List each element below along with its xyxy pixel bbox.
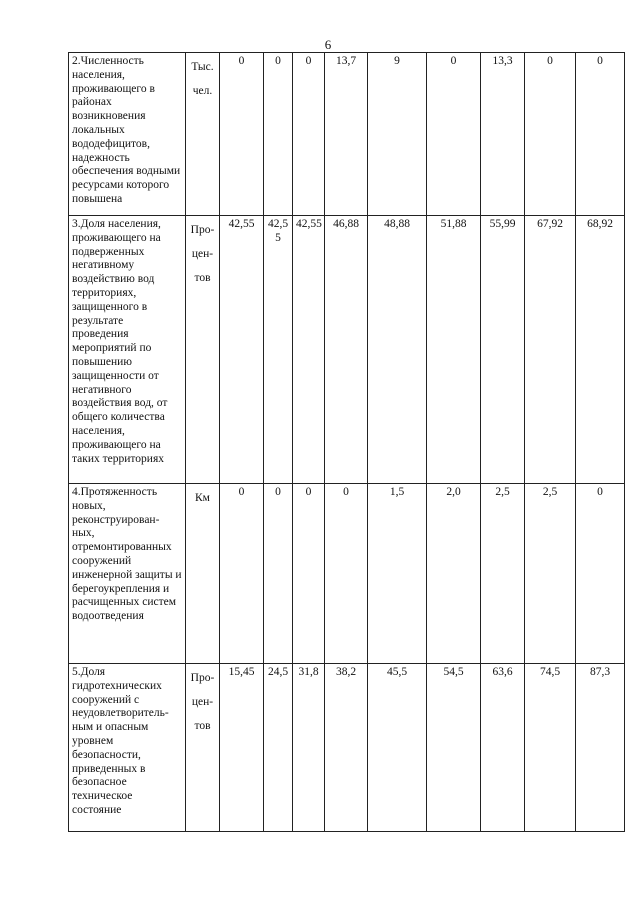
value-cell: 42,55 — [220, 216, 264, 484]
value-cell: 0 — [220, 484, 264, 664]
value-cell: 67,92 — [525, 216, 576, 484]
value-cell: 74,5 — [525, 664, 576, 832]
table-row — [69, 484, 625, 664]
value-cell: 0 — [325, 484, 368, 664]
unit-cell: Тыс. чел. — [186, 53, 220, 216]
indicators-table — [68, 52, 625, 832]
value-cell: 42,55 — [293, 216, 325, 484]
value-cell: 38,2 — [325, 664, 368, 832]
value-cell: 63,6 — [481, 664, 525, 832]
page-number: 6 — [324, 37, 332, 52]
value-cell: 24,5 — [264, 664, 293, 832]
value-cell: 13,3 — [481, 53, 525, 216]
indicator-name: 3.Доля населения, проживающего на подверженных негативному воздействию вод территориях, защищенного в результате проведения мероприятий по повышению защищенности от негативного воздействия вод, от общего количества населения, проживающего на таких территориях — [69, 216, 186, 484]
value-cell: 46,88 — [325, 216, 368, 484]
value-cell: 2,0 — [427, 484, 481, 664]
unit-cell: Км — [186, 484, 220, 664]
value-cell: 9 — [368, 53, 427, 216]
value-cell: 51,88 — [427, 216, 481, 484]
value-cell: 13,7 — [325, 53, 368, 216]
value-cell: 54,5 — [427, 664, 481, 832]
value-cell: 0 — [264, 53, 293, 216]
value-cell: 0 — [576, 484, 625, 664]
value-cell: 0 — [576, 53, 625, 216]
value-cell: 0 — [525, 53, 576, 216]
table-row — [69, 216, 625, 484]
indicator-name: 5.Доля гидротехнических сооружений с неудовлетворитель- ным и опасным уровнем безопасности, приведенных в безопасное техническое состояние — [69, 664, 186, 832]
value-cell: 0 — [427, 53, 481, 216]
value-cell: 0 — [220, 53, 264, 216]
unit-cell: Про- цен- тов — [186, 216, 220, 484]
value-cell: 48,88 — [368, 216, 427, 484]
value-cell: 45,5 — [368, 664, 427, 832]
value-cell: 2,5 — [525, 484, 576, 664]
value-cell: 0 — [264, 484, 293, 664]
value-cell: 0 — [293, 53, 325, 216]
indicator-name: 4.Протяженность новых, реконструирован- ных, отремонтированных сооружений инженерной защиты и берегоукрепления и расчищенных систем водоотведения — [69, 484, 186, 664]
value-cell: 42,5 5 — [264, 216, 293, 484]
value-cell: 87,3 — [576, 664, 625, 832]
value-cell: 31,8 — [293, 664, 325, 832]
table-row — [69, 53, 625, 216]
value-cell: 15,45 — [220, 664, 264, 832]
unit-cell: Про- цен- тов — [186, 664, 220, 832]
table-row — [69, 664, 625, 832]
value-cell: 1,5 — [368, 484, 427, 664]
value-cell: 2,5 — [481, 484, 525, 664]
indicator-name: 2.Численность населения, проживающего в районах возникновения локальных вододефицитов, надежность обеспечения водными ресурсами которого повышена — [69, 53, 186, 216]
value-cell: 55,99 — [481, 216, 525, 484]
value-cell: 0 — [293, 484, 325, 664]
value-cell: 68,92 — [576, 216, 625, 484]
